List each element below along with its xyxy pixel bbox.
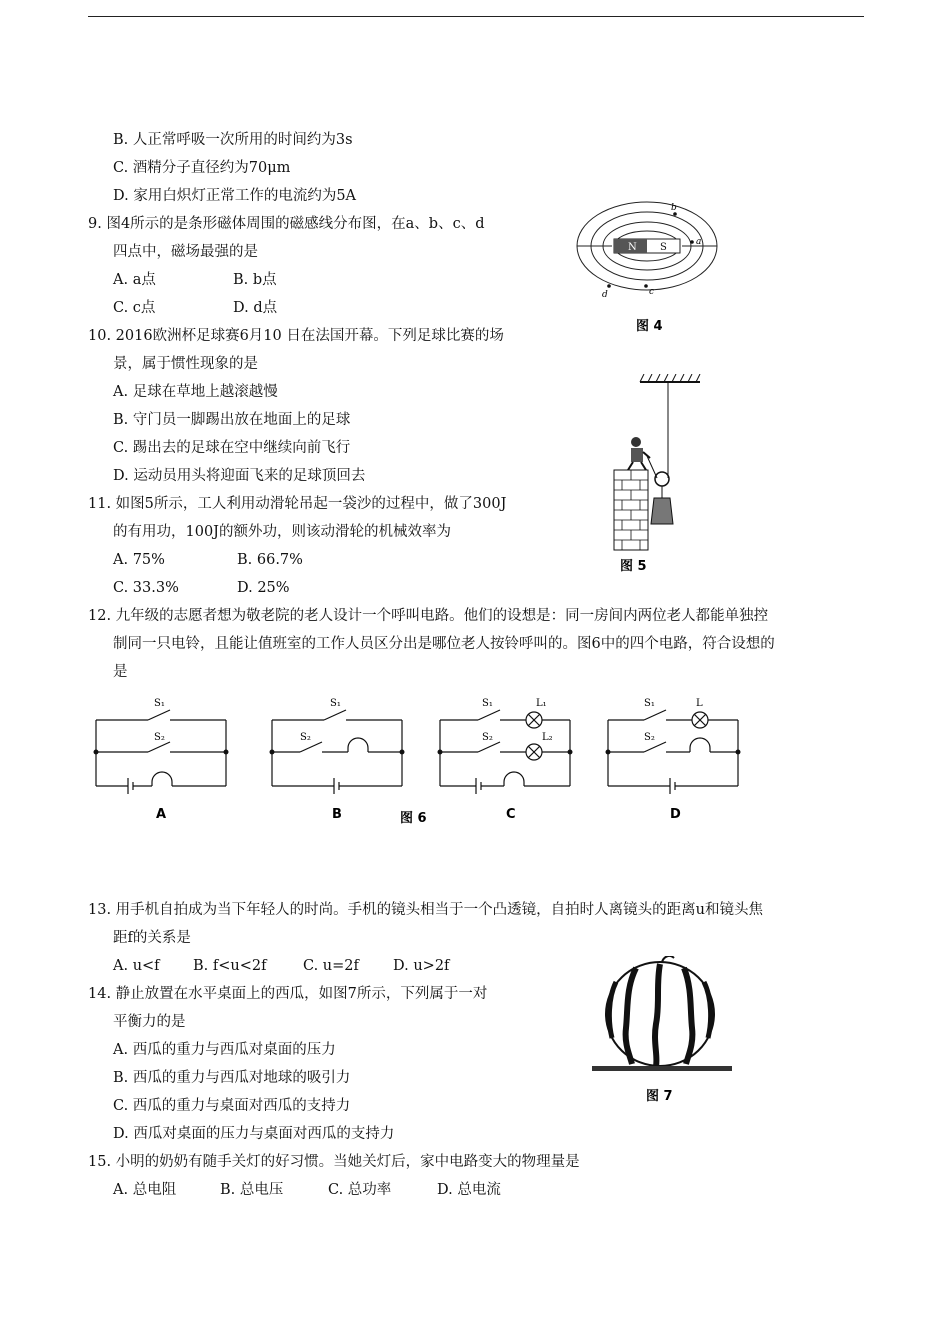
text-line: D. 总电流 xyxy=(437,1182,501,1198)
text-line: B. 66.7% xyxy=(237,552,303,568)
figure-6-caption: 图 6 xyxy=(400,811,427,826)
text-line: A. 总电阻 xyxy=(113,1182,177,1198)
text-line: C. 西瓜的重力与桌面对西瓜的支持力 xyxy=(113,1098,351,1114)
point-b-label: b xyxy=(671,203,677,213)
text-line: D. d点 xyxy=(233,300,278,316)
text-line: D. 西瓜对桌面的压力与桌面对西瓜的支持力 xyxy=(113,1126,395,1142)
figure-6-circuits xyxy=(86,690,746,828)
circuit-a-s2: S₂ xyxy=(154,732,165,743)
text-line: 景，属于惯性现象的是 xyxy=(113,356,258,372)
circuit-c-l1: L₁ xyxy=(536,698,547,709)
point-a-label: a xyxy=(696,237,702,247)
text-line: B. 守门员一脚踢出放在地面上的足球 xyxy=(113,412,351,428)
text-line: 平衡力的是 xyxy=(113,1014,186,1030)
magnet-s-label: S xyxy=(660,242,667,253)
text-line: C. 总功率 xyxy=(328,1182,392,1198)
circuit-b-s2: S₂ xyxy=(300,732,311,743)
text-line: 15. 小明的奶奶有随手关灯的好习惯。当她关灯后，家中电路变大的物理量是 xyxy=(88,1154,580,1170)
point-d-label: d xyxy=(602,290,608,300)
text-line: 制同一只电铃，且能让值班室的工作人员区分出是哪位老人按铃呼叫的。图6中的四个电路，符合设想的 xyxy=(113,636,775,652)
text-line: A. a点 xyxy=(113,272,156,288)
circuit-a-letter: A xyxy=(156,807,167,822)
circuit-d-letter: D xyxy=(670,807,681,822)
text-line: 14. 静止放置在水平桌面上的西瓜，如图7所示，下列属于一对 xyxy=(88,986,488,1002)
header-rule xyxy=(88,16,864,17)
text-line: B. 西瓜的重力与西瓜对地球的吸引力 xyxy=(113,1070,351,1086)
text-line: 13. 用手机自拍成为当下年轻人的时尚。手机的镜头相当于一个凸透镜，自拍时人离镜头的距离u和镜头焦 xyxy=(88,902,764,918)
text-line: D. 25% xyxy=(237,580,290,596)
text-line: 距f的关系是 xyxy=(113,930,191,946)
circuit-d-l: L xyxy=(696,698,703,709)
text-line: A. 西瓜的重力与西瓜对桌面的压力 xyxy=(113,1042,336,1058)
figure-7-watermelon xyxy=(590,956,740,1106)
circuit-c-s1: S₁ xyxy=(482,698,493,709)
circuit-c-letter: C xyxy=(506,807,516,822)
figure-5-pulley xyxy=(600,374,710,574)
text-line: D. u>2f xyxy=(393,958,450,974)
figure-4-magnet xyxy=(572,196,722,336)
text-line: 12. 九年级的志愿者想为敬老院的老人设计一个呼叫电路。他们的设想是：同一房间内两位老人都能单独控 xyxy=(88,608,769,624)
text-line: D. 家用白炽灯正常工作的电流约为5A xyxy=(113,188,357,204)
circuit-c-s2: S₂ xyxy=(482,732,493,743)
circuit-b-letter: B xyxy=(332,807,342,822)
text-line: C. u=2f xyxy=(303,958,359,974)
point-c-label: c xyxy=(649,287,655,297)
figure-5-caption: 图 5 xyxy=(620,559,647,574)
circuit-a-s1: S₁ xyxy=(154,698,165,709)
text-line: 是 xyxy=(113,664,128,680)
circuit-c-l2: L₂ xyxy=(542,732,553,743)
text-line: 9. 图4所示的是条形磁体周围的磁感线分布图，在a、b、c、d xyxy=(88,216,485,232)
text-line: A. 75% xyxy=(113,552,165,568)
text-line: B. b点 xyxy=(233,272,277,288)
figure-7-caption: 图 7 xyxy=(646,1089,673,1104)
circuit-d-s2: S₂ xyxy=(644,732,655,743)
text-line: B. f<u<2f xyxy=(193,958,267,974)
text-line: A. u<f xyxy=(113,958,160,974)
text-line: B. 总电压 xyxy=(220,1182,284,1198)
circuit-d-s1: S₁ xyxy=(644,698,655,709)
text-line: A. 足球在草地上越滚越慢 xyxy=(113,384,278,400)
text-line: C. c点 xyxy=(113,300,156,316)
text-line: B. 人正常呼吸一次所用的时间约为3s xyxy=(113,132,353,148)
text-line: D. 运动员用头将迎面飞来的足球顶回去 xyxy=(113,468,366,484)
text-line: C. 踢出去的足球在空中继续向前飞行 xyxy=(113,440,351,456)
text-line: 的有用功，100J的额外功，则该动滑轮的机械效率为 xyxy=(113,524,451,540)
text-line: 10. 2016欧洲杯足球赛6月10 日在法国开幕。下列足球比赛的场 xyxy=(88,328,504,344)
circuit-b-s1: S₁ xyxy=(330,698,341,709)
text-line: C. 33.3% xyxy=(113,580,179,596)
figure-4-caption: 图 4 xyxy=(636,319,663,334)
text-line: 四点中，磁场最强的是 xyxy=(113,244,258,260)
text-line: C. 酒精分子直径约为70μm xyxy=(113,160,291,176)
magnet-n-label: N xyxy=(628,242,637,253)
text-line: 11. 如图5所示，工人利用动滑轮吊起一袋沙的过程中，做了300J xyxy=(88,496,507,512)
